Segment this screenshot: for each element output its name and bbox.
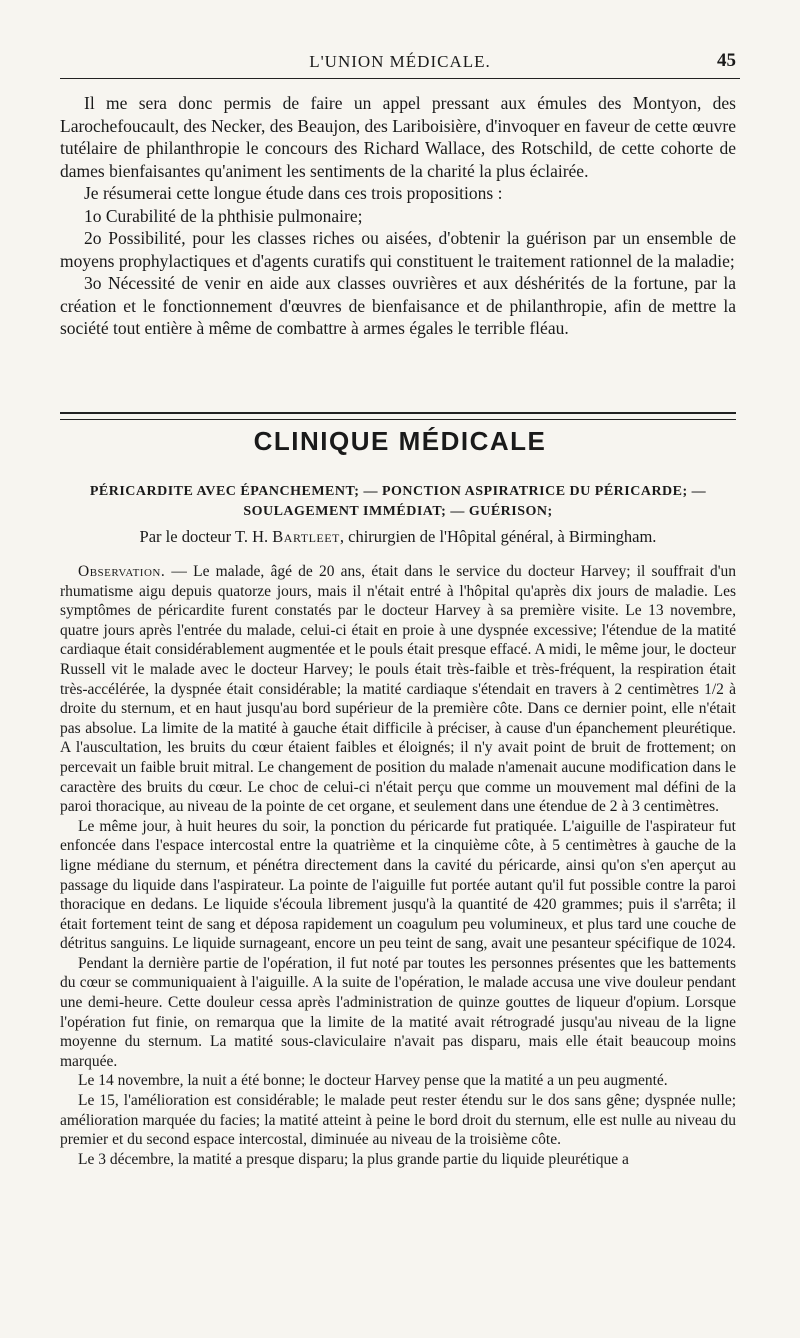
- intro-paragraph: Il me sera donc permis de faire un appel pressant aux émules des Montyon, des Larochefoucault, des Necker, des Beaujon, des Lariboisière, d'invoquer en faveur de cette œuvre tutélaire de philanthropie le concours des Richard Wallace, des Rotschild, de cette cohorte de dames bienfaisantes qu'animent les sentiments de la charité la plus éclairée.: [60, 93, 736, 181]
- byline: [60, 527, 736, 547]
- running-title: L'UNION MÉDICALE.: [309, 52, 491, 71]
- section-divider: [60, 412, 736, 420]
- page-header: [60, 48, 740, 79]
- observation-label: Observation.: [78, 563, 166, 580]
- proposition-item: 3o Nécessité de venir en aide aux classes ouvrières et aux déshérités de la fortune, par la création et le fonctionnement d'œuvres de bienfaisance et de philanthropie, afin de mettre la société tout entière à même de combattre à armes égales le terrible fléau.: [60, 273, 736, 338]
- byline-author: Bartleet: [272, 527, 340, 546]
- body-paragraph: Le même jour, à huit heures du soir, la ponction du péricarde fut pratiquée. L'aiguille de l'aspirateur fut enfoncée dans l'espace intercostal entre la quatrième et la cinquième côte, à 5 centimètres à gauche de la ligne médiane du sternum, et pénétra directement dans la cavité du péricarde, ainsi qu'on s'en aperçut au passage du liquide dans l'aspirateur. La pointe de l'aiguille fut portée autant qu'il fut possible contre la paroi thoracique en dedans. Le liquide s'écoula librement jusqu'à la quantité de 420 grammes; puis il s'arrêta; il était fortement teint de sang et déposa rapidement un coagulum peu volumineux, et plus tard une couche de détritus sanguins. Le liquide surnageant, encore un peu teint de sang, avait une pesanteur spécifique de 1024.: [60, 817, 736, 953]
- proposition-item: 2o Possibilité, pour les classes riches ou aisées, d'obtenir la guérison par un ensemble de moyens prophylactiques et d'agents curatifs qui constituent le traitement rationnel de la maladie;: [60, 228, 736, 271]
- intro-paragraph: Je résumerai cette longue étude dans ces trois propositions :: [84, 183, 503, 203]
- section-title: CLINIQUE MÉDICALE: [253, 426, 547, 456]
- byline-prefix: Par le docteur T. H.: [139, 527, 273, 546]
- article-title: [60, 482, 736, 522]
- body-paragraph: [60, 562, 736, 817]
- body-paragraph: Le 3 décembre, la matité a presque disparu; la plus grande partie du liquide pleurétique a: [78, 1150, 629, 1168]
- body-paragraph: Pendant la dernière partie de l'opération, il fut noté par toutes les personnes présentes que les battements du cœur se communiquaient à l'aiguille. A la suite de l'opération, le malade accusa une vive douleur pendant une demi-heure. Cette douleur cessa après l'administration de quinze gouttes de liqueur d'opium. Lorsque l'opération fut finie, on remarqua que la limite de la matité avait rétrogradé jusqu'au niveau de la ligne moyenne du sternum. La matité sous-claviculaire n'avait pas disparu, mais elle était beaucoup moins marquée.: [60, 954, 736, 1070]
- observation-text: — Le malade, âgé de 20 ans, était dans le service du docteur Harvey; il souffrait d'un rhumatisme aigu depuis quatorze jours, mais il n'était entré à l'hôpital qu'après dix jours de maladie. Les symptômes de péricardite furent constatés par le docteur Harvey à sa première visite. Le 13 novembre, quatre jours après l'entrée du malade, celui-ci était en proie à une dyspnée excessive; l'étendue de la matité cardiaque était considérablement augmentée et le pouls était presque effacé. A midi, le même jour, le docteur Russell vit le malade avec le docteur Harvey; le pouls était très-faible et très-fréquent, la respiration était très-accélérée, la dyspnée était considérable; la matité cardiaque s'étendait en travers à 2 centimètres 1/2 à droite du sternum, et en haut jusqu'au bord supérieur de la première côte. Dans ce dernier point, elle n'était pas absolue. La limite de la matité à gauche était difficile à préciser, à cause d'un épanchement pleurétique. A l'auscultation, les bruits du cœur étaient faibles et éloignés; il n'y avait point de bruit de frottement; on percevait un faible bruit mitral. Le changement de position du malade n'amenait aucune modification dans le caractère des bruits du cœur. Le choc de celui-ci n'était perçu que comme un mouvement mal défini de la paroi thoracique, au niveau de la pointe de cet organe, et seulement dans une étendue de 2 à 3 centimètres.: [60, 563, 736, 816]
- body-paragraph: Le 14 novembre, la nuit a été bonne; le docteur Harvey pense que la matité a un peu augmenté.: [78, 1072, 668, 1090]
- body-paragraph: Le 15, l'amélioration est considérable; le malade peut rester étendu sur le dos sans gêne; dyspnée nulle; amélioration marquée du facies; la matité atteint à peine le bord droit du sternum, elle est nulle au niveau du premier et du second espace intercostal, diminuée au niveau de la troisième côte.: [60, 1092, 736, 1149]
- page-number: 45: [717, 50, 736, 71]
- proposition-item: 1o Curabilité de la phthisie pulmonaire;: [84, 205, 363, 226]
- intro-text: [60, 92, 736, 340]
- byline-suffix: , chirurgien de l'Hôpital général, à Birmingham.: [339, 527, 657, 546]
- article-title-line: PÉRICARDITE AVEC ÉPANCHEMENT; — PONCTION ASPIRATRICE DU PÉRICARDE; —: [89, 484, 707, 499]
- article-body: [60, 562, 736, 1169]
- article-title-line: SOULAGEMENT IMMÉDIAT; — GUÉRISON;: [243, 504, 553, 519]
